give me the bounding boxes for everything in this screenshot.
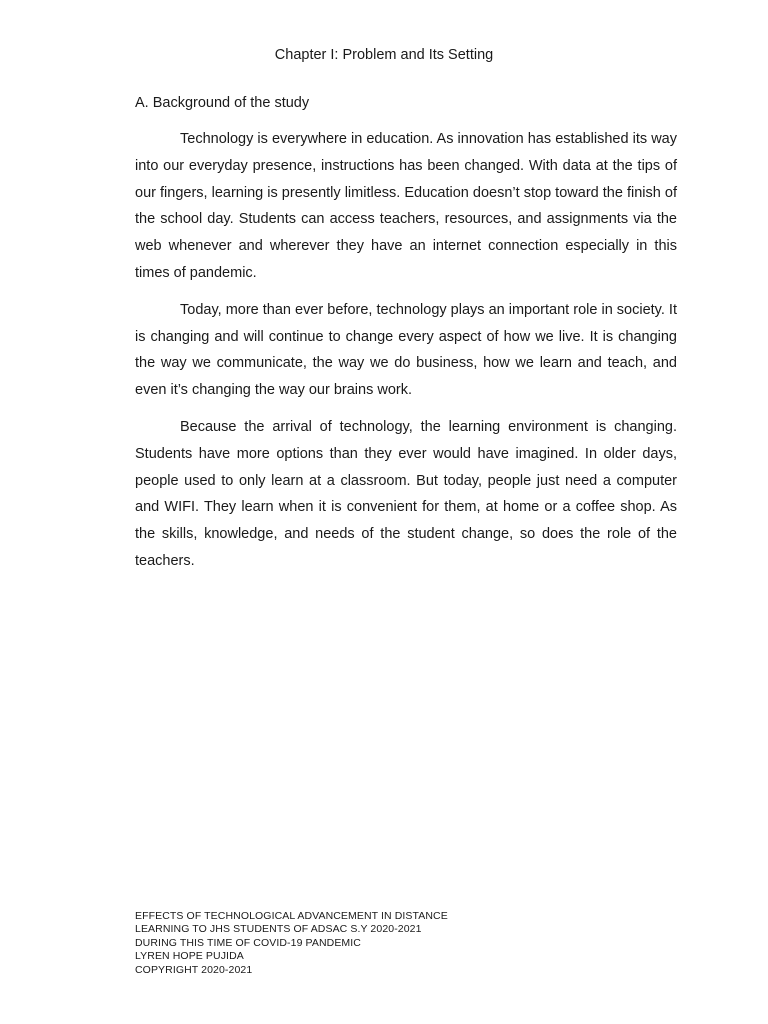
- body-text: [135, 126, 677, 585]
- footer-title-line: DURING THIS TIME OF COVID-19 PANDEMIC: [135, 936, 361, 949]
- paragraph: Because the arrival of technology, the learning environment is changing. Students have more options than they ever would have imagined. In older days, people used to only learn at a classroom. But today, people just need a computer and WIFI. They learn when it is convenient for them, at home or a coffee shop. As the skills, knowledge, and needs of the student change, so does the role of the teachers.: [135, 418, 677, 569]
- footer-title-line: LEARNING TO JHS STUDENTS OF ADSAC S.Y 2020-2021: [135, 923, 422, 936]
- section-heading: A. Background of the study: [135, 95, 310, 111]
- paragraph: Technology is everywhere in education. As innovation has established its way into our everyday presence, instructions has been changed. With data at the tips of our fingers, learning is presently limitless. Education doesn’t stop toward the finish of the school day. Students can access teachers, resources, and assignments via the web whenever and wherever they have an internet connection especially in this times of pandemic.: [135, 131, 677, 281]
- footer-copyright: COPYRIGHT 2020-2021: [135, 963, 253, 976]
- footer-author: LYREN HOPE PUJIDA: [135, 950, 244, 963]
- paragraph: Today, more than ever before, technology plays an important role in society. It is changing and will continue to change every aspect of how we live. It is changing the way we communicate, the way we do business, how we learn and teach, and even it’s changing the way our brains work.: [135, 301, 677, 399]
- footer-title-line: EFFECTS OF TECHNOLOGICAL ADVANCEMENT IN DISTANCE: [135, 910, 448, 922]
- page-footer: [135, 910, 635, 977]
- chapter-title: Chapter I: Problem and Its Setting: [274, 47, 494, 63]
